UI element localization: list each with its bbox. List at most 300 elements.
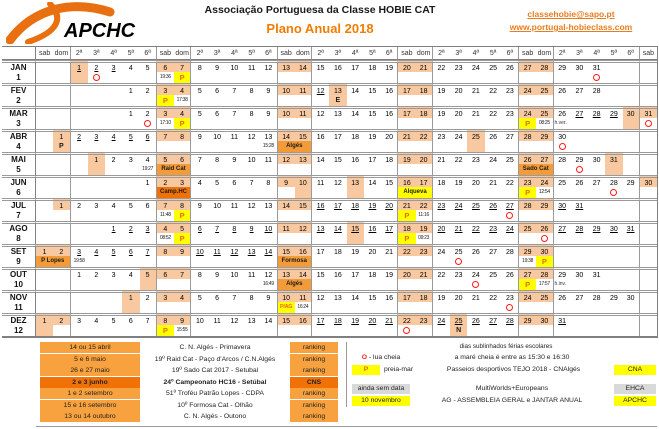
day-marker-cell [347,72,364,83]
day-marker-cell [588,72,605,83]
day-marker-cell [398,210,415,221]
day-cell: 11 [295,106,312,118]
day-cell: 14 [329,221,346,233]
day-marker-cell [140,141,157,152]
day-cell: 2 [140,290,157,302]
day-cell: 24 [467,60,484,72]
empty-cell [554,244,571,256]
day-cell: 20 [450,290,467,302]
day-cell: 31 [554,313,571,325]
assembleia-date: 10 novembro [352,396,410,406]
day-cell: 25 [536,106,553,118]
weekday-header: 3ª [209,47,226,60]
day-cell: 8 [226,221,243,233]
day-marker-cell [312,118,329,129]
empty-cell [623,60,640,72]
day-cell: 27 [485,244,502,256]
day-cell: 30 [536,313,553,325]
day-cell: 13 [312,221,329,233]
day-marker-cell [347,141,364,152]
day-marker-cell [416,325,433,336]
day-cell: 25 [450,244,467,256]
event-band: Alqueva [398,187,433,198]
day-cell: 8 [260,175,277,187]
day-marker-cell [260,325,277,336]
empty-cell [53,221,70,233]
day-cell: 9 [260,290,277,302]
day-cell: 31 [588,60,605,72]
day-marker-cell [364,72,381,83]
event-event: C. N. Algés - Primavera [179,344,251,351]
passeios-text: Passeios desportivos TEJO 2018 - CNAlgés [446,366,581,373]
day-cell: 6 [157,267,174,279]
event-date: 5 e 6 maio [40,354,140,365]
day-marker-cell [398,233,415,244]
weekday-header: dom [295,47,312,60]
day-marker-cell [329,72,346,83]
day-cell: 9 [278,175,295,187]
day-marker-cell [71,72,88,83]
day-marker-cell [571,187,588,198]
day-cell: 24 [519,290,536,302]
day-marker-cell [105,256,122,267]
day-marker-cell [519,187,536,198]
day-marker-cell [502,302,519,313]
day-cell: 26 [485,198,502,210]
day-marker-cell [122,187,139,198]
day-cell: 3 [88,198,105,210]
day-cell: 4 [122,267,139,279]
day-marker-cell [640,118,657,129]
day-cell: 13 [329,290,346,302]
day-marker-cell [260,164,277,175]
day-marker-cell [226,95,243,106]
day-cell: 11 [295,83,312,95]
day-cell: 30 [554,198,571,210]
day-cell: 11 [226,198,243,210]
day-marker-cell [398,95,415,106]
day-marker-cell [398,302,415,313]
empty-cell [640,60,657,72]
day-marker-cell [502,187,519,198]
day-cell: 23 [450,60,467,72]
day-marker-cell [226,164,243,175]
day-marker-cell [71,210,88,221]
day-marker-cell [605,279,622,290]
day-cell: 5 [157,152,174,164]
day-cell: 22 [485,290,502,302]
empty-cell [588,129,605,141]
day-marker-cell [571,72,588,83]
day-cell: 16 [329,267,346,279]
day-marker-cell [347,233,364,244]
day-cell: 30 [571,60,588,72]
weekday-header: sab [157,47,174,60]
day-cell: 28 [536,60,553,72]
day-cell: 9 [260,83,277,95]
day-cell: 10 [209,129,226,141]
day-marker-cell [260,72,277,83]
empty-cell [640,290,657,302]
day-cell: 20 [467,175,484,187]
day-marker-cell [243,95,260,106]
day-marker-cell [140,279,157,290]
day-cell: 28 [519,129,536,141]
day-cell: 29 [554,267,571,279]
day-marker-cell [502,118,519,129]
day-marker-cell [71,164,88,175]
event-tag: ranking [290,411,338,422]
day-marker-cell [329,164,346,175]
day-marker-cell [519,141,536,152]
day-cell: 19 [433,290,450,302]
day-cell: 4 [191,175,208,187]
day-marker-cell [88,233,105,244]
day-cell: 19 [381,267,398,279]
day-cell: 26 [467,244,484,256]
day-cell: 3 [174,175,191,187]
day-marker-cell [105,118,122,129]
day-cell: 25 [536,290,553,302]
tide-time: 11:48 [160,212,171,218]
day-marker-cell [278,72,295,83]
full-moon-icon: O [361,353,368,361]
day-cell: 28 [571,221,588,233]
day-marker-cell [605,302,622,313]
empty-cell [605,83,622,95]
day-marker-cell [312,141,329,152]
empty-cell [71,106,88,118]
day-cell: 13 [278,60,295,72]
weekday-header: 5ª [364,47,381,60]
lua-cheia-icon [144,120,151,127]
day-marker-cell [88,141,105,152]
day-marker-cell [243,141,260,152]
day-cell: 4 [174,106,191,118]
email-link[interactable]: classehobie@sapo.pt [527,9,615,19]
day-cell: 24 [502,221,519,233]
weekday-header: 6ª [502,47,519,60]
day-marker-cell [312,72,329,83]
day-marker-cell [347,279,364,290]
day-marker-cell [347,256,364,267]
day-cell: 6 [209,106,226,118]
day-cell: 7 [140,313,157,325]
day-marker-cell [347,118,364,129]
month-label: DEZ 12 [2,313,36,336]
day-marker-cell [536,302,553,313]
empty-cell [605,267,622,279]
day-marker-cell [88,325,105,336]
day-marker-cell [278,210,295,221]
day-marker-cell [88,210,105,221]
weekday-header: sab [278,47,295,60]
day-cell: 8 [243,106,260,118]
day-cell: 14 [347,290,364,302]
day-marker-cell [312,279,329,290]
weekday-header: 5ª [605,47,622,60]
page-subtitle: Plano Anual 2018 [266,21,374,36]
day-marker-cell [502,279,519,290]
preia-mar-marker: P [519,118,536,129]
weekday-header: 2ª [312,47,329,60]
day-marker-cell [588,95,605,106]
preia-mar-marker: P [536,256,552,267]
month-label: AGO 8 [2,221,36,244]
day-cell: 8 [243,290,260,302]
day-cell: 29 [571,152,588,164]
holiday-letter-marker: N [450,325,467,336]
event-tag: ranking [290,342,338,353]
day-cell: 4 [140,152,157,164]
day-marker-cell [278,325,295,336]
day-cell: 2 [88,267,105,279]
empty-cell [71,175,88,187]
empty-cell [640,221,657,233]
day-marker-cell [467,325,484,336]
day-marker-cell [536,141,553,152]
day-marker-cell [416,164,433,175]
month-label: SET 9 [2,244,36,267]
empty-cell [71,152,88,164]
day-marker-cell [329,210,346,221]
day-cell: 26 [554,83,571,95]
day-cell: 3 [105,267,122,279]
day-cell: 3 [105,60,122,72]
day-marker-cell [347,164,364,175]
empty-cell [640,152,657,164]
preia-mar-marker: P [519,279,536,290]
day-marker-cell [467,210,484,221]
empty-cell [88,221,105,233]
passeios-tag: CNA [614,365,656,375]
day-cell: 22 [416,129,433,141]
day-marker-cell [398,118,415,129]
day-marker-cell [364,118,381,129]
day-cell: 16 [312,198,329,210]
page-header [0,0,659,45]
empty-cell [53,152,70,164]
day-marker-cell [140,325,157,336]
day-cell: 29 [554,60,571,72]
day-cell: 17 [398,106,415,118]
day-cell: 5 [191,106,208,118]
day-cell: 28 [554,152,571,164]
empty-cell [36,175,53,187]
day-cell: 8 [157,244,174,256]
dst-note: h.ver. [554,120,567,126]
day-marker-cell [329,141,346,152]
day-marker-cell [623,325,640,336]
day-cell: 24 [433,244,450,256]
day-marker-cell [381,256,398,267]
day-cell: 19 [433,106,450,118]
day-cell: 2 [105,152,122,164]
day-cell: 30 [605,221,622,233]
day-cell: 24 [467,267,484,279]
lua-cheia-icon [559,143,566,150]
day-marker-cell [623,164,640,175]
day-cell: 27 [571,83,588,95]
day-marker-cell [519,118,536,129]
day-marker-cell [450,141,467,152]
day-cell: 20 [381,198,398,210]
day-cell: 10 [191,244,208,256]
day-cell: 27 [588,175,605,187]
day-marker-cell [502,95,519,106]
day-marker-cell [485,187,502,198]
day-cell: 9 [191,198,208,210]
day-cell: 13 [295,152,312,164]
empty-cell [640,129,657,141]
website-link[interactable]: www.portugal-hobieclass.com [509,22,633,32]
day-marker-cell [450,256,467,267]
day-marker-cell [571,210,588,221]
day-marker-cell [312,210,329,221]
day-marker-cell [588,325,605,336]
day-cell: 28 [502,244,519,256]
day-cell: 11 [226,129,243,141]
empty-cell [53,290,70,302]
day-marker-cell [312,302,329,313]
day-cell: 1 [122,290,139,302]
day-marker-cell [140,256,157,267]
day-cell: 4 [105,198,122,210]
day-cell: 29 [519,244,536,256]
day-cell: 18 [347,129,364,141]
lua-cheia-icon [506,212,513,219]
day-cell: 15 [364,290,381,302]
day-cell: 2 [122,221,139,233]
day-marker-cell [226,118,243,129]
day-cell: 15 [312,267,329,279]
day-cell: 21 [416,60,433,72]
day-cell: 1 [36,313,53,325]
day-marker-cell [88,164,105,175]
day-marker-cell [554,256,571,267]
day-marker-cell [243,72,260,83]
day-marker-cell [243,302,260,313]
day-cell: 30 [588,152,605,164]
day-cell: 5 [140,267,157,279]
empty-cell [53,106,70,118]
day-cell: 1 [105,221,122,233]
empty-cell [105,106,122,118]
day-marker-cell [571,164,588,175]
day-cell: 29 [536,129,553,141]
day-cell: 15 [329,152,346,164]
weekday-header: 4ª [226,47,243,60]
day-cell: 9 [260,106,277,118]
day-marker-cell [623,210,640,221]
day-cell: 26 [519,152,536,164]
day-cell: 18 [329,313,346,325]
day-cell: 4 [122,60,139,72]
day-cell: 29 [605,106,622,118]
month-label: JAN 1 [2,60,36,83]
day-cell: 2 [88,60,105,72]
day-marker-cell [416,95,433,106]
day-marker-cell [381,233,398,244]
day-marker-cell [209,210,226,221]
day-marker-cell [36,118,53,129]
day-marker-cell [209,279,226,290]
event-date: 1 e 2 setembro [40,388,140,399]
day-marker-cell [36,164,53,175]
day-marker-cell [329,325,346,336]
day-marker-cell [554,325,571,336]
day-marker-cell [450,118,467,129]
day-marker-cell [485,256,502,267]
day-cell: 29 [519,313,536,325]
empty-cell [605,313,622,325]
day-marker-cell [53,118,70,129]
day-marker-cell [36,141,53,152]
day-marker-cell [226,141,243,152]
day-marker-cell [36,279,53,290]
day-marker-cell [88,187,105,198]
day-marker-cell [398,279,415,290]
day-marker-cell [295,72,312,83]
day-marker-cell [588,279,605,290]
event-band: Raid Cat [157,164,192,175]
day-cell: 30 [640,175,657,187]
day-marker-cell [278,118,295,129]
day-cell: 1 [140,175,157,187]
day-marker-cell [467,164,484,175]
day-marker-cell [157,325,174,336]
nodate-label: ainda sem data [352,384,410,394]
day-cell: 21 [467,290,484,302]
empty-cell [36,83,53,95]
day-cell: 11 [295,290,312,302]
day-marker-cell [381,164,398,175]
day-cell: 5 [191,83,208,95]
day-marker-cell [554,187,571,198]
day-marker-cell [519,279,536,290]
tide-time: 15:28 [260,141,277,152]
day-cell: 22 [433,267,450,279]
day-marker-cell [381,210,398,221]
day-marker-cell [450,210,467,221]
day-marker-cell [226,279,243,290]
day-marker-cell [71,118,88,129]
day-cell: 23 [502,290,519,302]
event-date: 2 e 3 junho [40,377,140,388]
day-marker-cell [381,141,398,152]
day-cell: 5 [191,290,208,302]
day-cell: 7 [174,267,191,279]
day-marker-cell [243,210,260,221]
day-cell: 10 [278,83,295,95]
event-legend-row [40,354,340,365]
tide-time: 12:54 [536,187,553,198]
day-marker-cell [295,210,312,221]
day-cell: 27 [571,290,588,302]
day-cell: 22 [502,175,519,187]
day-marker-cell [416,72,433,83]
day-marker-cell [623,72,640,83]
empty-cell [571,313,588,325]
day-marker-cell [278,302,295,313]
day-marker-cell [640,187,657,198]
day-cell: 24 [519,83,536,95]
day-cell: 28 [588,83,605,95]
weekday-header: 2ª [191,47,208,60]
day-marker-cell [260,118,277,129]
event-tag: ranking [290,388,338,399]
day-marker-cell [640,210,657,221]
